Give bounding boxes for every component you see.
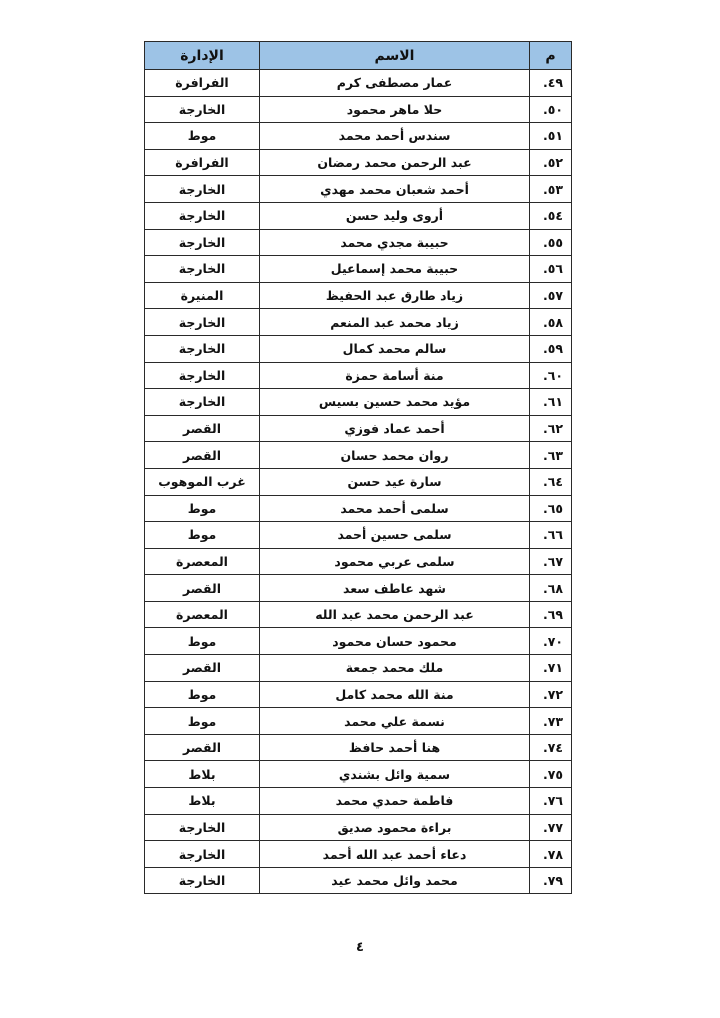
student-name: محمود حسان محمود [260,628,530,655]
department: الخارجة [145,335,260,362]
row-number: ٦٨. [530,575,572,602]
department: الخارجة [145,96,260,123]
table-header [145,42,572,70]
table-row [145,335,572,362]
table-row [145,681,572,708]
student-name: منة الله محمد كامل [260,681,530,708]
row-number: ٥٦. [530,256,572,283]
department: الخارجة [145,389,260,416]
student-name: سمية وائل بشندي [260,761,530,788]
table-row [145,309,572,336]
department: بلاط [145,788,260,815]
row-number: ٧٤. [530,734,572,761]
student-name: سالم محمد كمال [260,335,530,362]
student-name: محمد وائل محمد عيد [260,867,530,894]
student-name: عبد الرحمن محمد عبد الله [260,601,530,628]
row-number: ٧٢. [530,681,572,708]
row-number: ٤٩. [530,70,572,97]
table-row [145,442,572,469]
row-number: ٦٢. [530,415,572,442]
row-number: ٥٣. [530,176,572,203]
department: موط [145,628,260,655]
table-row [145,202,572,229]
student-name: أحمد عماد فوزي [260,415,530,442]
department: القصر [145,734,260,761]
table-row [145,468,572,495]
department: موط [145,123,260,150]
row-number: ٧٧. [530,814,572,841]
department: الخارجة [145,229,260,256]
header-row [145,42,572,70]
row-number: ٧١. [530,655,572,682]
department: القصر [145,442,260,469]
department: المعصرة [145,601,260,628]
table-row [145,282,572,309]
student-name: براءة محمود صديق [260,814,530,841]
department: القصر [145,415,260,442]
table-row [145,256,572,283]
row-number: ٦٣. [530,442,572,469]
department: الخارجة [145,309,260,336]
table-row [145,123,572,150]
row-number: ٦٥. [530,495,572,522]
student-name: زياد طارق عبد الحفيظ [260,282,530,309]
table-row [145,415,572,442]
table-row [145,628,572,655]
row-number: ٥٠. [530,96,572,123]
table-row [145,389,572,416]
student-name: حبيبة مجدي محمد [260,229,530,256]
department: المنيرة [145,282,260,309]
department: الخارجة [145,362,260,389]
row-number: ٧٦. [530,788,572,815]
table-row [145,96,572,123]
student-name: مؤيد محمد حسين بسيس [260,389,530,416]
header-name: الاسم [260,42,530,70]
table-row [145,495,572,522]
department: الفرافرة [145,149,260,176]
table-row [145,841,572,868]
student-name: حبيبة محمد إسماعيل [260,256,530,283]
table-row [145,655,572,682]
student-name: أحمد شعبان محمد مهدي [260,176,530,203]
student-name: سلمى عربي محمود [260,548,530,575]
department: الخارجة [145,867,260,894]
row-number: ٥١. [530,123,572,150]
row-number: ٦٤. [530,468,572,495]
student-name: شهد عاطف سعد [260,575,530,602]
department: موط [145,522,260,549]
row-number: ٧٣. [530,708,572,735]
row-number: ٥٩. [530,335,572,362]
student-name: سلمى حسين أحمد [260,522,530,549]
students-table [144,41,572,894]
table-row [145,229,572,256]
row-number: ٥٧. [530,282,572,309]
table-row [145,867,572,894]
table-row [145,708,572,735]
department: القصر [145,575,260,602]
student-name: هنا أحمد حافظ [260,734,530,761]
table-body [145,70,572,894]
department: الخارجة [145,256,260,283]
row-number: ٦٦. [530,522,572,549]
department: بلاط [145,761,260,788]
table-row [145,522,572,549]
table-row [145,362,572,389]
table-row [145,601,572,628]
student-name: منة أسامة حمزة [260,362,530,389]
student-name: عمار مصطفى كرم [260,70,530,97]
row-number: ٥٨. [530,309,572,336]
student-name: روان محمد حسان [260,442,530,469]
student-name: سارة عيد حسن [260,468,530,495]
department: موط [145,681,260,708]
table-row [145,149,572,176]
department: الخارجة [145,202,260,229]
student-name: حلا ماهر محمود [260,96,530,123]
student-name: سلمى أحمد محمد [260,495,530,522]
table-row [145,70,572,97]
row-number: ٦٠. [530,362,572,389]
department: القصر [145,655,260,682]
student-name: فاطمة حمدي محمد [260,788,530,815]
row-number: ٧٩. [530,867,572,894]
department: موط [145,495,260,522]
table-row [145,734,572,761]
table-row [145,761,572,788]
table-row [145,548,572,575]
row-number: ٥٢. [530,149,572,176]
header-number: م [530,42,572,70]
table-row [145,814,572,841]
table-row [145,176,572,203]
department: الخارجة [145,814,260,841]
department: الفرافرة [145,70,260,97]
student-name: نسمة علي محمد [260,708,530,735]
department: الخارجة [145,841,260,868]
student-name: زياد محمد عبد المنعم [260,309,530,336]
table-row [145,788,572,815]
row-number: ٧٨. [530,841,572,868]
header-department: الإدارة [145,42,260,70]
student-name: عبد الرحمن محمد رمضان [260,149,530,176]
student-name: دعاء أحمد عبد الله أحمد [260,841,530,868]
row-number: ٥٤. [530,202,572,229]
row-number: ٦١. [530,389,572,416]
department: غرب الموهوب [145,468,260,495]
table-row [145,575,572,602]
student-name: أروى وليد حسن [260,202,530,229]
row-number: ٧٥. [530,761,572,788]
row-number: ٦٩. [530,601,572,628]
row-number: ٧٠. [530,628,572,655]
student-name: ملك محمد جمعة [260,655,530,682]
department: الخارجة [145,176,260,203]
department: موط [145,708,260,735]
row-number: ٥٥. [530,229,572,256]
page-number: ٤ [356,940,364,955]
department: المعصرة [145,548,260,575]
student-name: سندس أحمد محمد [260,123,530,150]
row-number: ٦٧. [530,548,572,575]
